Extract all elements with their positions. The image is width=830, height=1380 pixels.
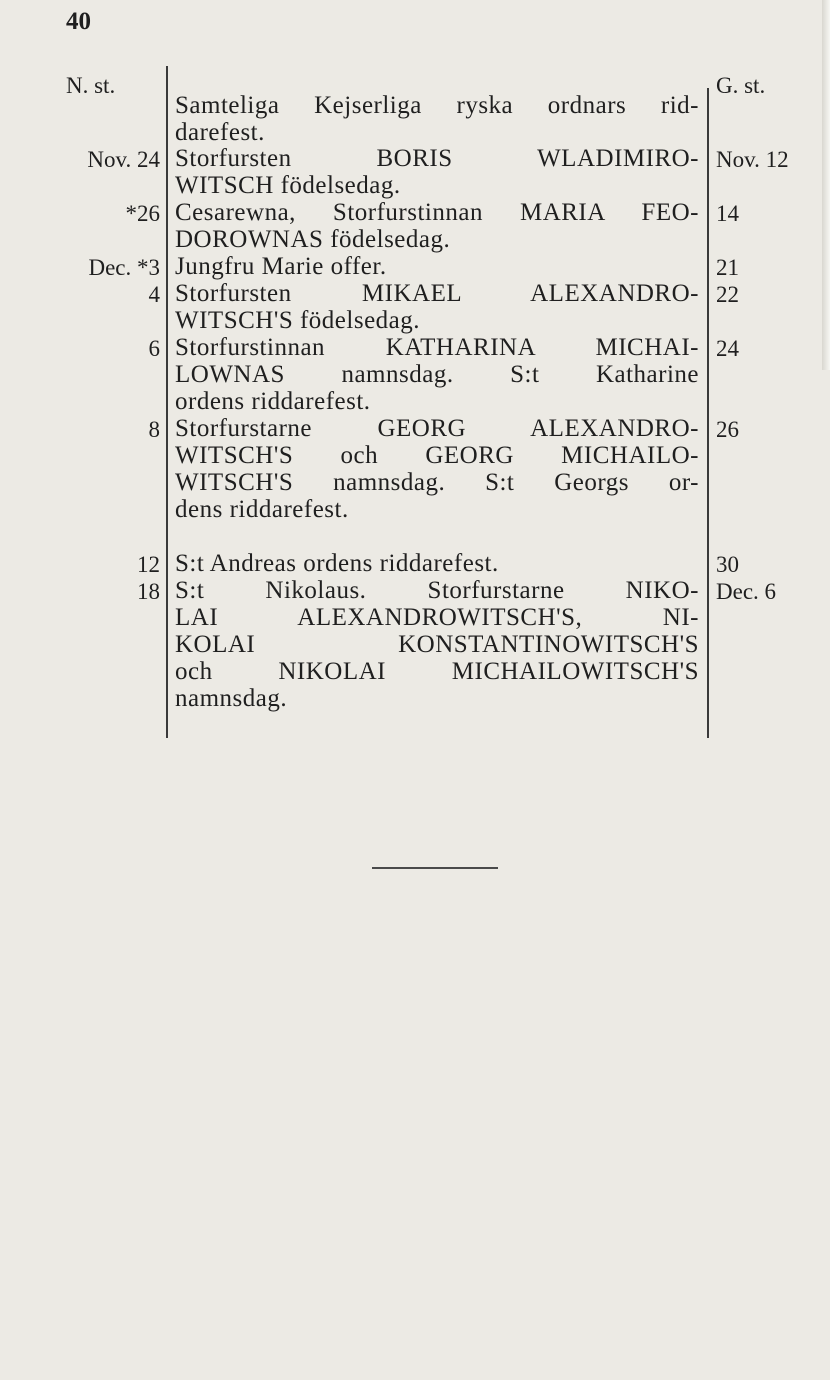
column-rule-left (166, 66, 168, 738)
old-style-date: Nov. 12 (716, 147, 789, 172)
description-line: LAI ALEXANDROWITSCH'S, NI- (175, 604, 699, 631)
old-style-date: 26 (716, 417, 739, 442)
old-style-date: 22 (716, 282, 739, 307)
description-line: Storfursten MIKAEL ALEXANDRO- (175, 280, 699, 307)
new-style-date: 4 (148, 282, 160, 307)
header-old-style: G. st. (716, 73, 766, 98)
new-style-date: *26 (125, 201, 160, 226)
description-line: DOROWNAS födelsedag. (175, 226, 451, 253)
ornament-rule (372, 867, 498, 869)
old-style-date: 21 (716, 255, 739, 280)
old-style-date: 14 (716, 201, 739, 226)
description-line: Storfursten BORIS WLADIMIRO- (175, 145, 699, 172)
description-line: namnsdag. (175, 685, 288, 712)
entry-description (175, 550, 699, 577)
description-line: S:t Nikolaus. Storfurstarne NIKO- (175, 577, 699, 604)
old-style-date: 30 (716, 552, 739, 577)
entry-description (175, 253, 699, 280)
description-line: S:t Andreas ordens riddarefest. (175, 550, 499, 577)
old-style-date: 24 (716, 336, 739, 361)
entry-description (175, 577, 699, 712)
page-edge (822, 0, 830, 370)
new-style-date: 6 (148, 336, 160, 361)
description-line: WITSCH födelsedag. (175, 172, 401, 199)
entry-description (175, 199, 699, 253)
column-rule-right (707, 88, 709, 738)
description-line: WITSCH'S namnsdag. S:t Georgs or- (175, 469, 699, 496)
description-line: LOWNAS namnsdag. S:t Katharine (175, 361, 699, 388)
description-line: dens riddarefest. (175, 496, 349, 523)
page-number: 40 (66, 8, 91, 35)
entry-description (175, 145, 699, 199)
description-line: och NIKOLAI MICHAILOWITSCH'S (175, 658, 699, 685)
description-line: darefest. (175, 119, 265, 146)
entry-description (175, 92, 699, 146)
description-line: WITSCH'S och GEORG MICHAILO- (175, 442, 699, 469)
description-line: Jungfru Marie offer. (175, 253, 387, 280)
old-style-date: Dec. 6 (716, 579, 777, 604)
description-line: Storfurstinnan KATHARINA MICHAI- (175, 334, 699, 361)
description-line: KOLAI KONSTANTINOWITSCH'S (175, 631, 699, 658)
header-new-style: N. st. (66, 73, 116, 98)
description-line: ordens riddarefest. (175, 388, 371, 415)
description-line: WITSCH'S födelsedag. (175, 307, 421, 334)
new-style-date: 8 (148, 417, 160, 442)
new-style-date: Dec. *3 (88, 255, 160, 280)
new-style-date: 18 (137, 579, 160, 604)
new-style-date: 12 (137, 552, 160, 577)
entry-description (175, 280, 699, 334)
description-line: Samteliga Kejserliga ryska ordnars rid- (175, 92, 699, 119)
description-line: Storfurstarne GEORG ALEXANDRO- (175, 415, 699, 442)
entry-description (175, 334, 699, 415)
description-line: Cesarewna, Storfurstinnan MARIA FEO- (175, 199, 699, 226)
entry-description (175, 415, 699, 523)
new-style-date: Nov. 24 (87, 147, 160, 172)
